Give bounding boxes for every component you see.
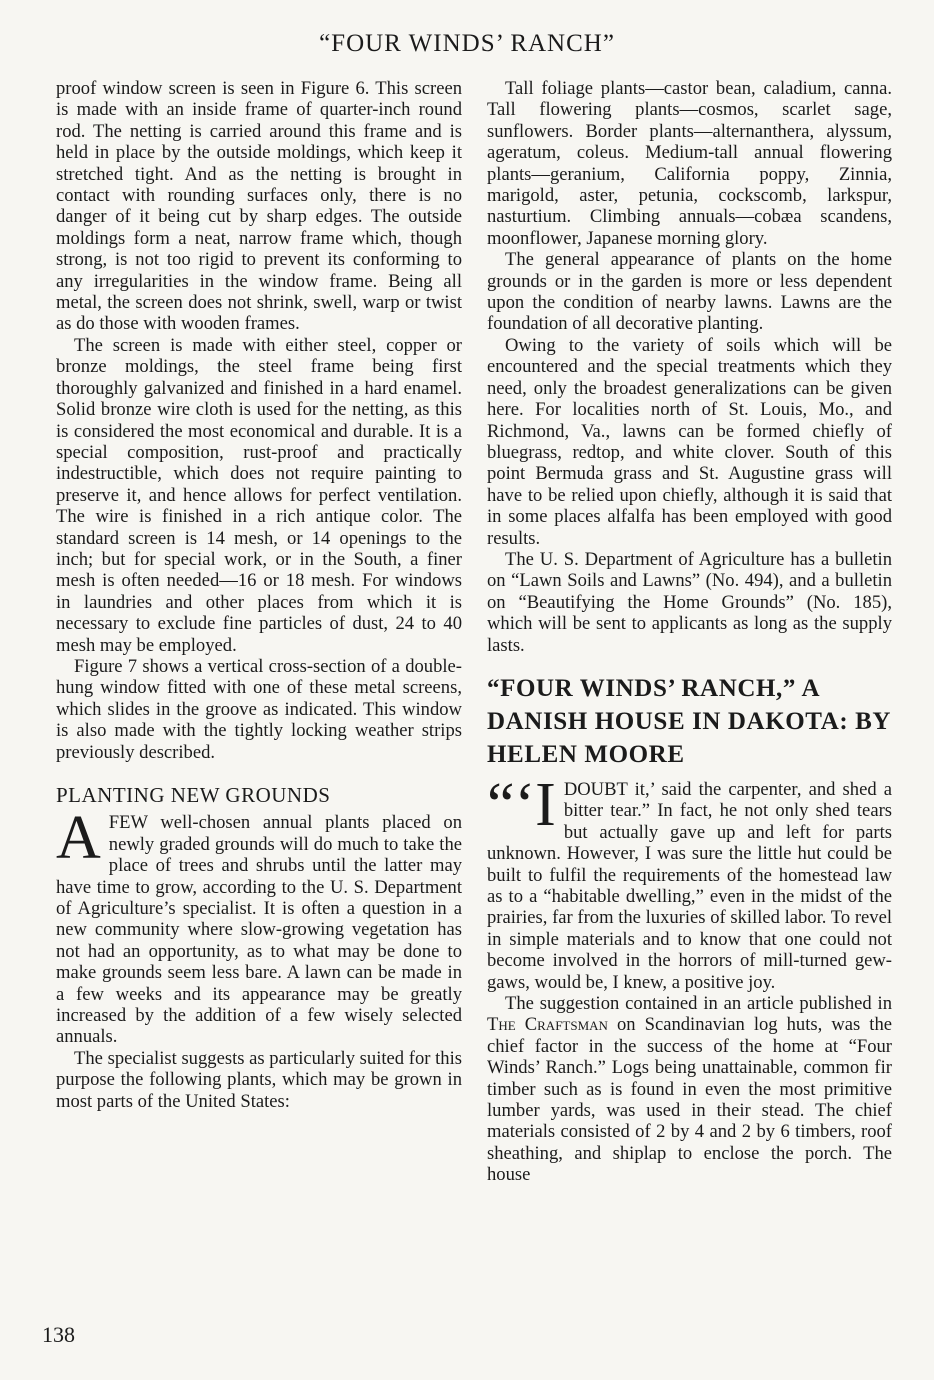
drop-cap: “‘I (487, 770, 556, 839)
paragraph (487, 993, 892, 1186)
paragraph: Tall foliage plants—castor bean, caladium, canna. Tall flowering plants—cosmos, scarlet sage, sunflowers. Border plants—alternanthera, alyssum, ageratum, coleus. Medium-tall annual flowering plants—geranium, California poppy, Zinnia, marigold, aster, petunia, cockscomb, larkspur, nasturtium. Climbing annuals—cobæa scandens, moonflower, Japanese morning glory. (487, 78, 892, 249)
right-column (487, 78, 892, 1186)
paragraph: The screen is made with either steel, copper or bronze moldings, the steel frame being first thoroughly galvanized and finished in a hard enamel. Solid bronze wire cloth is used for the netting, as this is considered the most economical and durable. It is a special composition, rust-proof and practically indestructible, which does not require painting to preserve it, and hence allows for perfect ventilation. The wire is finished in a rich antique color. The standard screen is 14 mesh, or 14 openings to the inch; but for special work, or in the South, a finer mesh is often needed—16 or 18 mesh. For windows in laundries and other places from which it is necessary to exclude fine particles of dust, 24 to 40 mesh may be employed. (56, 334, 462, 656)
drop-cap: A (56, 804, 101, 873)
section-heading: PLANTING NEW GROUNDS (56, 783, 331, 807)
paragraph-text: on Scandinavian log huts, was the chief factor in the success of the home at “Four Winds’ Ranch.” Logs being unattainable, common fir timber such as is found in even the most primitive lumber yards, was used in their stead. The chief materials consisted of 2 by 4 and 2 by 6 timbers, roof sheathing, and shiplap to enclose the porch. The house (487, 1014, 892, 1186)
paragraph: Owing to the variety of soils which will be encountered and the special treatments which they need, only the broadest generalizations can be given here. For localities north of St. Louis, Mo., and Richmond, Va., lawns can be formed chiefly of bluegrass, redtop, and white clover. South of this point Bermuda grass and St. Augustine grass will have to be relied upon chiefly, although it is said that in some places alfalfa has been employed with good results. (487, 334, 892, 549)
paragraph (487, 770, 892, 993)
running-head: “FOUR WINDS’ RANCH” (319, 30, 615, 57)
paragraph: The U. S. Department of Agriculture has a bulletin on “Lawn Soils and Lawns” (No. 494), and a bulletin on “Beautifying the Home Grounds” (No. 185), which will be sent to applicants as long as the supply lasts. (487, 548, 892, 656)
article-title: “FOUR WINDS’ RANCH,” A DANISH HOUSE IN DAKOTA: BY HELEN MOORE (487, 674, 891, 768)
paragraph-text: The suggestion contained in an article published in (505, 993, 892, 1015)
magazine-name: The Craftsman (487, 1014, 608, 1036)
paragraph-text: DOUBT it,’ said the carpenter, and shed a bitter tear.” In fact, he not only shed tears but actually gave up and left for parts unknown. However, I was sure the little hut could be built to fulfil the requirements of the homestead law as to a “habitable dwelling,” even in the midst of the prairies, far from the luxuries of skilled labor. To revel in simple materials and to know that one could not become involved in the horrors of mill-turned gew-gaws, would be, I knew, a positive joy. (487, 778, 892, 993)
paragraph-text: FEW well-chosen annual plants placed on newly graded grounds will do much to take the place of trees and shrubs until the latter may have time to grow, according to the U. S. Department of Agriculture’s specialist. It is often a question in a new community where slow-growing vegetation has not had an opportunity, as to what may be done to make grounds seem less bare. A lawn can be made in a few weeks and its appearance may be greatly increased by the addition of a few wisely selected annuals. (56, 812, 462, 1048)
paragraph: The specialist suggests as particularly suited for this purpose the following plants, which may be grown in most parts of the United States: (56, 1047, 462, 1112)
page-number: 138 (42, 1322, 75, 1347)
paragraph: Figure 7 shows a vertical cross-section of a double-hung window fitted with one of these metal screens, which slides in the groove as indicated. This window is also made with the tightly locking weather strips previously described. (56, 655, 462, 763)
paragraph: proof window screen is seen in Figure 6. This screen is made with an inside frame of quarter-inch round rod. The netting is carried around this frame and is held in place by the outside moldings, which keep it stretched tight. And as the netting is brought in contact with rounding surfaces only, there is no danger of it being cut by sharp edges. The outside moldings form a neat, narrow frame which, though strong, is not too rigid to prevent its conforming to any irregularities in the window frame. Being all metal, the screen does not shrink, swell, warp or twist as do those with wooden frames. (56, 78, 462, 335)
paragraph: The general appearance of plants on the home grounds or in the garden is more or less dependent upon the condition of nearby lawns. Lawns are the foundation of all decorative planting. (487, 249, 892, 335)
left-column (56, 78, 462, 1112)
paragraph (56, 804, 462, 1048)
